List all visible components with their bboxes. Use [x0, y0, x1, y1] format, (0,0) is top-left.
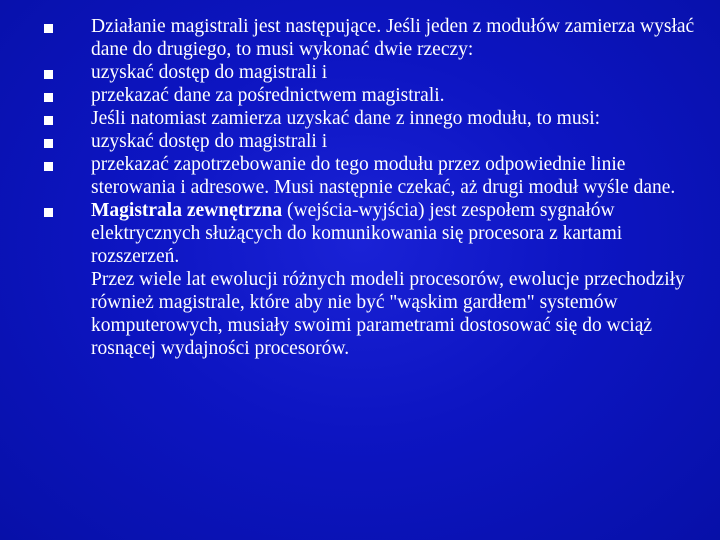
square-bullet-icon [44, 93, 53, 102]
bullet-text: przekazać dane za pośrednictwem magistrali. [91, 85, 445, 106]
square-bullet-icon [44, 162, 53, 171]
bullet-item [44, 130, 712, 153]
bullet-text: przekazać zapotrzebowanie do tego modułu przez odpowiednie linie sterowania i adresowe. Musi następnie czekać, aż drugi moduł wyśle dane. [91, 154, 676, 198]
bold-term: Magistrala zewnętrzna [91, 200, 283, 221]
bullet-list [44, 15, 712, 360]
bullet-item [44, 199, 712, 360]
bullet-text: Jeśli natomiast zamierza uzyskać dane z innego modułu, to musi: [91, 108, 601, 129]
square-bullet-icon [44, 24, 53, 33]
square-bullet-icon [44, 208, 53, 217]
bullet-item [44, 107, 712, 130]
square-bullet-icon [44, 70, 53, 79]
square-bullet-icon [44, 116, 53, 125]
bullet-text-rest: (wejścia-wyjścia) jest zespołem sygnałów elektrycznych służących do komunikowania się procesora z kartami rozszerzeń. [91, 200, 623, 267]
bullet-text: uzyskać dostęp do magistrali i [91, 62, 328, 83]
bullet-item [44, 84, 712, 107]
bullet-text: Działanie magistrali jest następujące. Jeśli jeden z modułów zamierza wysłać dane do drugiego, to musi wykonać dwie rzeczy: [91, 16, 695, 60]
bullet-item [44, 15, 712, 61]
bullet-item [44, 153, 712, 199]
bullet-text [91, 199, 712, 268]
square-bullet-icon [44, 139, 53, 148]
bullet-text: uzyskać dostęp do magistrali i [91, 131, 328, 152]
continuation-paragraph: Przez wiele lat ewolucji różnych modeli procesorów, ewolucje przechodziły również magistrale, które aby nie być "wąskim gardłem" systemów komputerowych, musiały swoimi parametrami dostosować się do wciąż rosnącej wydajności procesorów. [91, 269, 685, 359]
bullet-item [44, 61, 712, 84]
